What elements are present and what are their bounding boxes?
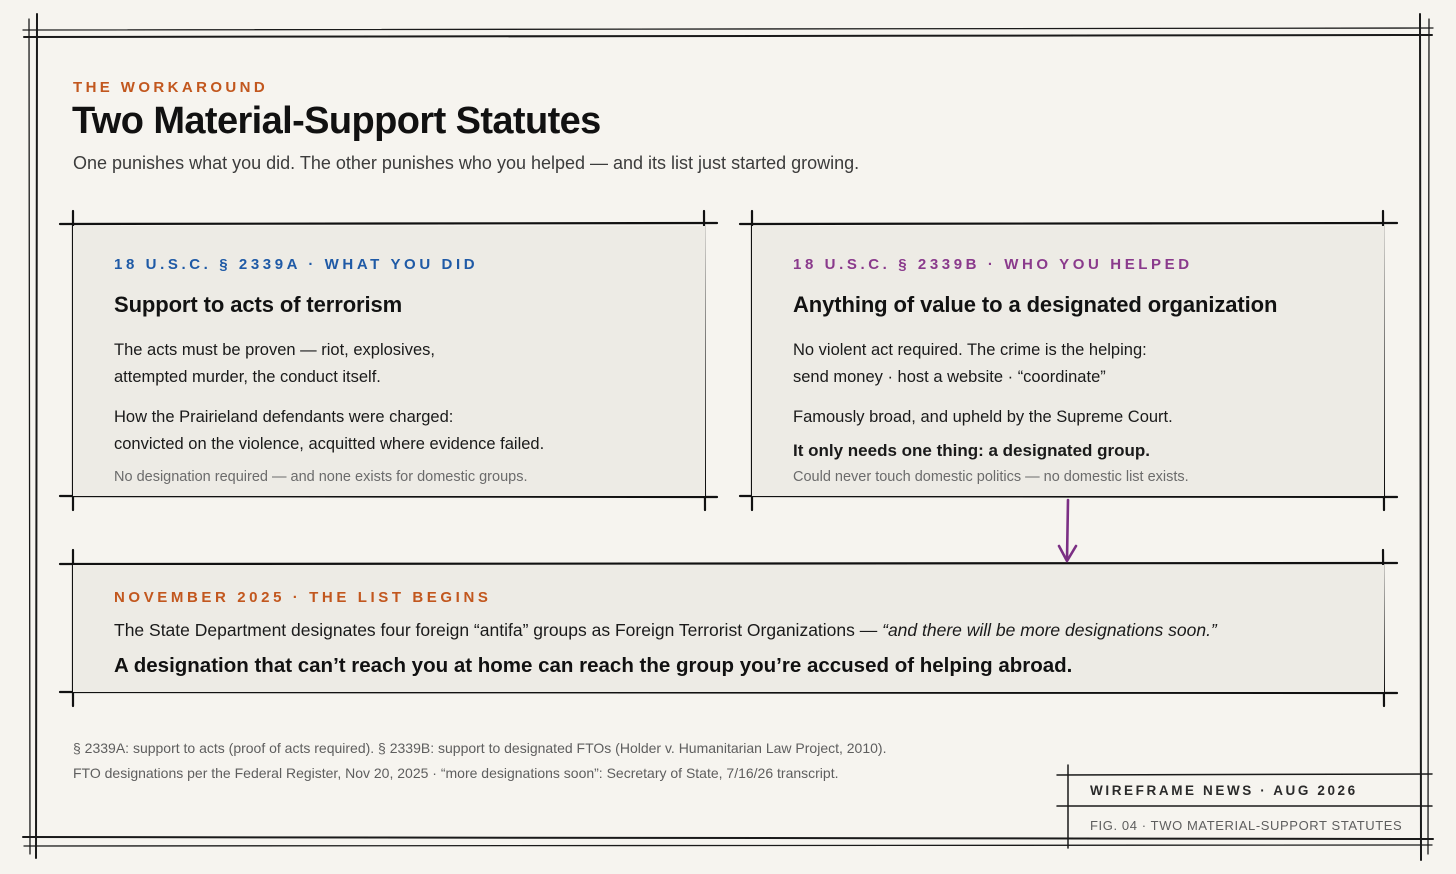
source-notes (73, 736, 886, 786)
publication-credit: WIREFRAME NEWS · AUG 2026 (1090, 783, 1358, 798)
card-heading: Anything of value to a designated organization (793, 292, 1278, 317)
card-note: No designation required — and none exists for domestic groups. (114, 469, 528, 485)
card-heading: Support to acts of terrorism (114, 292, 403, 317)
callout-kicker: NOVEMBER 2025 · THE LIST BEGINS (114, 589, 492, 606)
card-note: Could never touch domestic politics — no domestic list exists. (793, 469, 1189, 485)
callout-quote: “and there will be more designations soon.” (882, 620, 1217, 640)
statute-card-2339a (73, 226, 705, 496)
statute-card-2339b (752, 226, 1384, 496)
card-paragraph: The acts must be proven — riot, explosives, attempted murder, the conduct itself. (114, 341, 435, 386)
callout-conclusion: A designation that can’t reach you at home can reach the group you’re accused of helping abroad. (114, 654, 1073, 677)
card-paragraph: No violent act required. The crime is the helping: send money · host a website · “coordinate” (793, 341, 1147, 386)
card-paragraph: How the Prairieland defendants were charged: convicted on the violence, acquitted where evidence failed. (114, 408, 545, 453)
source-line: FTO designations per the Federal Register, Nov 20, 2025 · “more designations soon”: Secretary of State, 7/16/26 transcript. (73, 765, 839, 781)
section-eyebrow: THE WORKAROUND (73, 79, 269, 96)
card-kicker: 18 U.S.C. § 2339B · WHO YOU HELPED (793, 256, 1193, 273)
card-paragraph: Famously broad, and upheld by the Supreme Court. (793, 408, 1173, 426)
source-line: § 2339A: support to acts (proof of acts required). § 2339B: support to designated FTOs (Holder v. Humanitarian Law Project, 2010). (73, 740, 887, 756)
card-kicker: 18 U.S.C. § 2339A · WHAT YOU DID (114, 256, 479, 273)
designation-callout (73, 565, 1384, 692)
figure-label: FIG. 04 · TWO MATERIAL-SUPPORT STATUTES (1090, 818, 1403, 833)
card-emphasis: It only needs one thing: a designated group. (793, 441, 1151, 460)
callout-text: The State Department designates four foreign “antifa” groups as Foreign Terrorist Organizations — “and there will be more designations soon.” (114, 620, 1217, 640)
page-subtitle: One punishes what you did. The other punishes who you helped — and its list just started growing. (73, 153, 860, 173)
page-title: Two Material-Support Statutes (72, 100, 601, 142)
